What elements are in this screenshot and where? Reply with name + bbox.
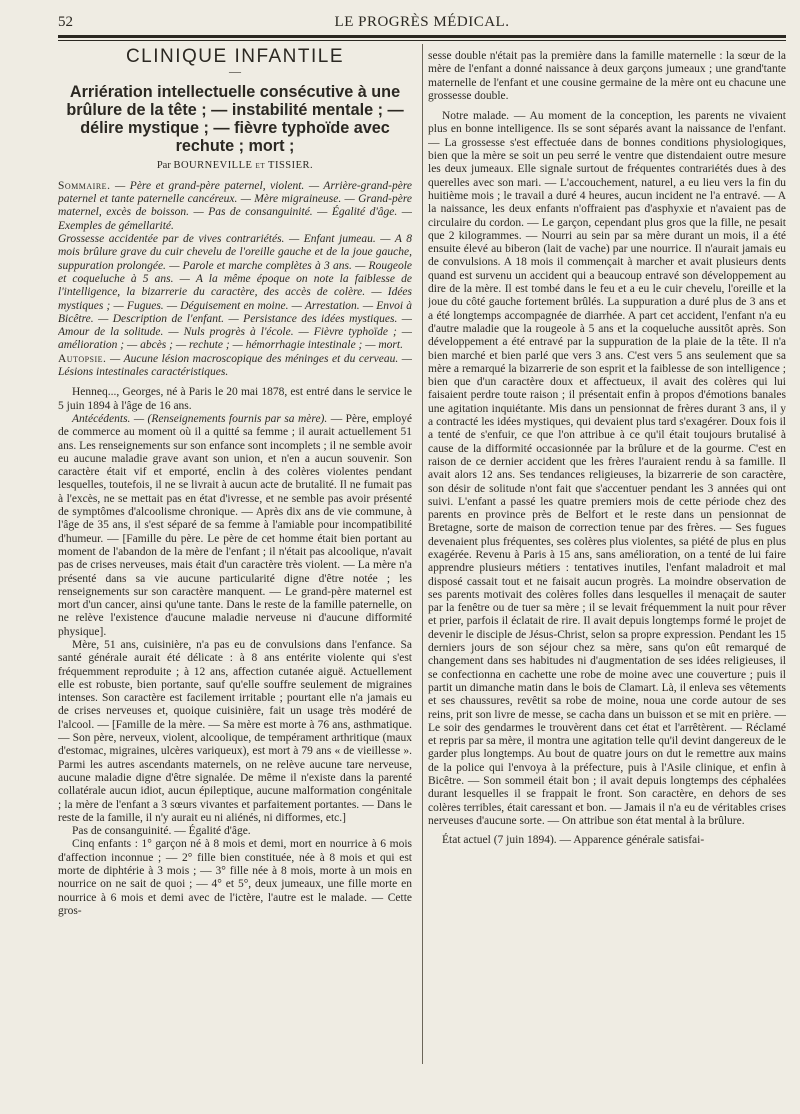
twins-paragraph: sesse double n'était pas la première dans la famille maternelle : la sœur de la mère de l'enfant a donné naissance à deux garçons jumeaux ; une grand'tante maternelle de l'enfant et une cousine germaine de la mère ont eu chacune une grossesse double. (428, 50, 786, 102)
antecedents-note: — (Renseignements fournis par sa mère). (130, 412, 328, 425)
byline-prefix: Par (156, 159, 171, 171)
patient-intro-paragraph: Henneq..., Georges, né à Paris le 20 mai 1878, est entré dans le service le 5 juin 1894 à l'âge de 16 ans. (58, 386, 412, 412)
summary-paragraph (58, 180, 412, 233)
summary-text-2: Grossesse accidentée par de vives contrariétés. — Enfant jumeau. — A 8 mois brûlure grave du cuir chevelu de l'oreille gauche et de la joue gauche, suppuration prolongée. — Parole et marche complètes à 3 ans. — Rougeole et coqueluche à 5 ans. — A la même époque on note la faiblesse de l'intelligence, la bizarrerie du caractère, des accès de colère. — Idées mystiques ; — Fugues. — Déguisement en moine. — Arrestation. — Envoi à Bicêtre. — Description de l'enfant. — Persistance des idées mystiques. — Amour de la solitude. — Nuls progrès à l'école. — Fièvre typhoïde ; — amélioration ; — abcès ; — rechute ; — hémorrhagie intestinale ; — mort. (58, 233, 412, 352)
running-title: LE PROGRÈS MÉDICAL. (334, 14, 510, 30)
page-number: 52 (58, 14, 73, 30)
autopsy-text: — Aucune lésion macroscopique des méninges et du cerveau. — Lésions intestinales caractéristiques. (58, 352, 412, 379)
current-state-paragraph: État actuel (7 juin 1894). — Apparence générale satisfai- (442, 834, 705, 847)
left-column (58, 46, 412, 1066)
summary-text-1: — Père et grand-père paternel, violent. — Arrière-grand-père paternel et tante paternelle cancéreux. — Mère migraineuse. — Grand-père maternel, excès de boisson. — Pas de consanguinité. — Égalité d'âge. — Exemples de gémellarité. (58, 179, 412, 232)
header-rule-thin (58, 40, 786, 41)
header-rule-thick (58, 35, 786, 38)
section-title: CLINIQUE INFANTILE (125, 46, 345, 67)
antecedents-text: — Père, employé de commerce au moment où il a quitté sa femme ; il aurait actuellement 51 ans. Les renseignements sur son enfance sont incomplets ; il ne semble avoir eu aucune maladie grave avant son union, et n'en a aucun souvenir. Son caractère était vif et emporté, enclin à des colères violentes pendant lesquelles, toutefois, il ne se livrait à aucun acte de brutalité. Il ne fumait pas à l'excès, ne se mettait pas en état d'ivresse, et ne semble pas avoir présenté de symptômes d'alcoolisme chronique. — Après dix ans de vie commune, à l'âge de 35 ans, il s'est séparé de sa femme à l'amiable pour incompatibilité d'humeur. — [Famille du père. Le père de cet homme était bien portant au moment de l'abandon de la mère de l'enfant ; il n'était pas alcoolique, n'avait pas de crises nerveuses, mais était d'un caractère très violent. — La mère n'a présenté dans sa vie aucune particularité digne d'être notée ; les renseignements sur son caractère manquent. — Le grand-père maternel est mort d'un cancer, ainsi qu'une tante. Dans le reste de la famille paternelle, on ne relève l'existence d'aucune maladie nerveuse ni d'aucune difformité physique]. (58, 412, 412, 638)
autopsy-label: Autopsie. (58, 352, 107, 365)
autopsy-paragraph (58, 353, 412, 380)
byline (58, 159, 412, 172)
page-header (58, 12, 786, 32)
patient-history-paragraph: Notre malade. — Au moment de la conception, les parents ne vivaient plus en bonne intelligence. Ils se sont séparés avant la naissance de l'enfant. — La grossesse s'est effectuée dans de bonnes conditions physiologiques, bien que la mère se soit un peu serré le ventre que distendaient outre mesure les deux jumeaux. Elle signale surtout de fréquentes contrariétés dues à des querelles avec son mari. — L'accouchement, naturel, a eu lieu vers la fin du huitième mois ; le travail a duré 4 heures, aucun incident ne l'a entravé. — A la naissance, les deux enfants n'offraient pas d'asphyxie et n'avaient pas de circulaire du cordon. — Le garçon, cependant plus gros que la fille, ne pesait que 2 kilogrammes. — Nourri au sein par sa mère durant un mois, il a été ensuite élevé au biberon (lait de vache) par une nourrice. Il n'aurait jamais eu de convulsions. A 18 mois il commençait à marcher et avait plusieurs dents quand est survenu un accident qui a beaucoup entravé son développement au dire de la mère. Il est tombé dans le feu et a eu le cuir chevelu, l'oreille et la joue du côté gauche fortement brûlés. La suppuration a duré plus de 3 ans et a été longtemps accompagnée de diarrhée. A part cet accident, l'enfant n'a eu d'autre maladie que la rougeole à 5 ans et la coqueluche aussitôt après. Son développement a été entravé par la suppuration de la plaie de la tête. Il n'a bien marché et bien parlé que vers 3 ans. C'est vers 5 ans seulement que sa mère a remarqué la bizarrerie de son esprit et la faiblesse de son intelligence ; bien que d'un caractère doux et affectueux, il avait des colères qui lui faisaient perdre toute raison ; il présentait enfin à propos d'émotions banales une agitation inquiétante. Mis dans un pensionnat de frères durant 3 ans, il y a contracté les idées mystiques, qui devaient plus tard s'exagérer. Doux fois il a tenté de s'enfuir, ce que l'on attribue à ce qu'il était toujours brutalisé à cause de la difformité occasionnée par la brûlure et de la gourme. C'est en raison de ce dernier accident que les frères l'auraient rendu à sa famille. Il avait alors 12 ans. Ses tendances religieuses, la bizarrerie de son caractère, son désir de solitude n'ont fait que s'accentuer pendant les 3 années qui ont suivi. L'enfant a passé les quatre premiers mois de cette période chez des parents en province près de Belfort et le reste dans un pensionnat de Bretagne, sorte de maison de correction tenue par des frères. — Ses fugues devenaient plus fréquentes, ses colères plus violentes, sa piété de plus en plus exagérée. Revenu à Paris à 15 ans, sans amélioration, on a tenté de lui faire apprendre plusieurs métiers : tentatives inutiles, l'enfant maladroit et mal disposé cassait tout et ne faisait aucun progrès. La moindre observation de ses parents motivait des colères folles dans lesquelles il menaçait de sauter par la fenêtre ou de tuer sa mère ; il se levait fréquemment la nuit pour rêver et prier, parfois il éclatait de rire. Il avait depuis longtemps formé le projet de devenir le disciple de Jésus-Christ, selon sa propre expression. Pendant les 15 derniers jours de son séjour chez sa mère, sans qu'on eût remarqué de changement dans ses habitudes ni d'augmentation de ses idées religieuses, il se confectionna en cachette une robe de moine avec une couverture ; puis il partit un dimanche matin dans le bois de Clamart. Là, il enleva ses vêtements et ses chaussures, revêtit sa robe de moine, noua une corde autour de ses reins, prit son livre de messe, se cacha dans un buisson et se mit en prière. — Le soir des gendarmes le trouvèrent dans cet état et l'arrêtèrent. — Réclamé et repris par sa mère, il montra une agitation telle qu'il devint dangereux de le garder plus longtemps. Au bout de quatre jours on dut le remettre aux mains de la police qui l'envoya à la préfecture, puis à l'Asile clinique, et enfin à Bicêtre. — Son sommeil était bon ; il avait depuis longtemps des céphalées durant lesquelles il se frappait le front. Son caractère, en dehors de ses colères terribles, était caressant et bon. — Jamais il n'a eu de véritables crises nerveuses d'aucune sorte. — On attribue son état mental à la brûlure. (428, 110, 786, 827)
section-dash: — (229, 64, 241, 79)
column-divider (422, 44, 423, 1064)
article-title: Arriération intellectuelle consécutive à une brûlure de la tête ; — instabilité mentale ; — délire mystique ; — fièvre typhoïde avec rechute ; mort ; (66, 82, 404, 155)
antecedents-label: Antécédents. (72, 412, 131, 425)
consanguinity-paragraph: Pas de consanguinité. — Égalité d'âge. (72, 825, 251, 838)
mother-paragraph: Mère, 51 ans, cuisinière, n'a pas eu de convulsions dans l'enfance. Sa santé générale aurait été délicate : à 8 ans entérite violente qui s'est fréquemment reproduite ; à 12 ans, affection cutanée aiguë. Actuellement elle est robuste, bien portante, sauf qu'elle souffre seulement de migraines intenses. Son caractère est facilement irritable ; pourtant elle n'a jamais eu de crises nerveuses et, quoique cuisinière, fait un usage très modéré de l'alcool. — [Famille de la mère. — Sa mère est morte à 76 ans, asthmatique. — Son père, nerveux, violent, alcoolique, de tempérament arthritique (maux d'estomac, migraines, ulcères variqueux), est mort à 79 ans « de vieillesse ». Parmi les autres ascendants maternels, on ne relève aucune tare nerveuse, aucune maladie digne d'être signalée. De même il n'existe dans la parenté collatérale aucun idiot, aucun épileptique, aucune malformation congénitale ; la mère de l'enfant a 3 sœurs vivantes et parfaitement portantes. — Dans le reste de la famille, il n'y aurait eu ni aliénés, ni difformes, etc.] (58, 638, 412, 824)
summary-label: Sommaire. (58, 179, 111, 192)
byline-authors: BOURNEVILLE et TISSIER. (173, 159, 314, 171)
right-column (428, 50, 786, 1070)
antecedents-paragraph (58, 413, 412, 639)
siblings-paragraph: Cinq enfants : 1° garçon né à 8 mois et demi, mort en nourrice à 6 mois d'affection inconnue ; — 2° fille bien constituée, née à 8 mois et qui est morte de diphtérie à 3 mois ; — 3° fille née à 8 mois, morte à un mois en nourrice on ne sait de quoi ; — 4° et 5°, deux jumeaux, une fille morte en nourrice à 6 mois et demi avec de l'ictère, l'autre est le malade. — Cette gros- (58, 838, 412, 917)
